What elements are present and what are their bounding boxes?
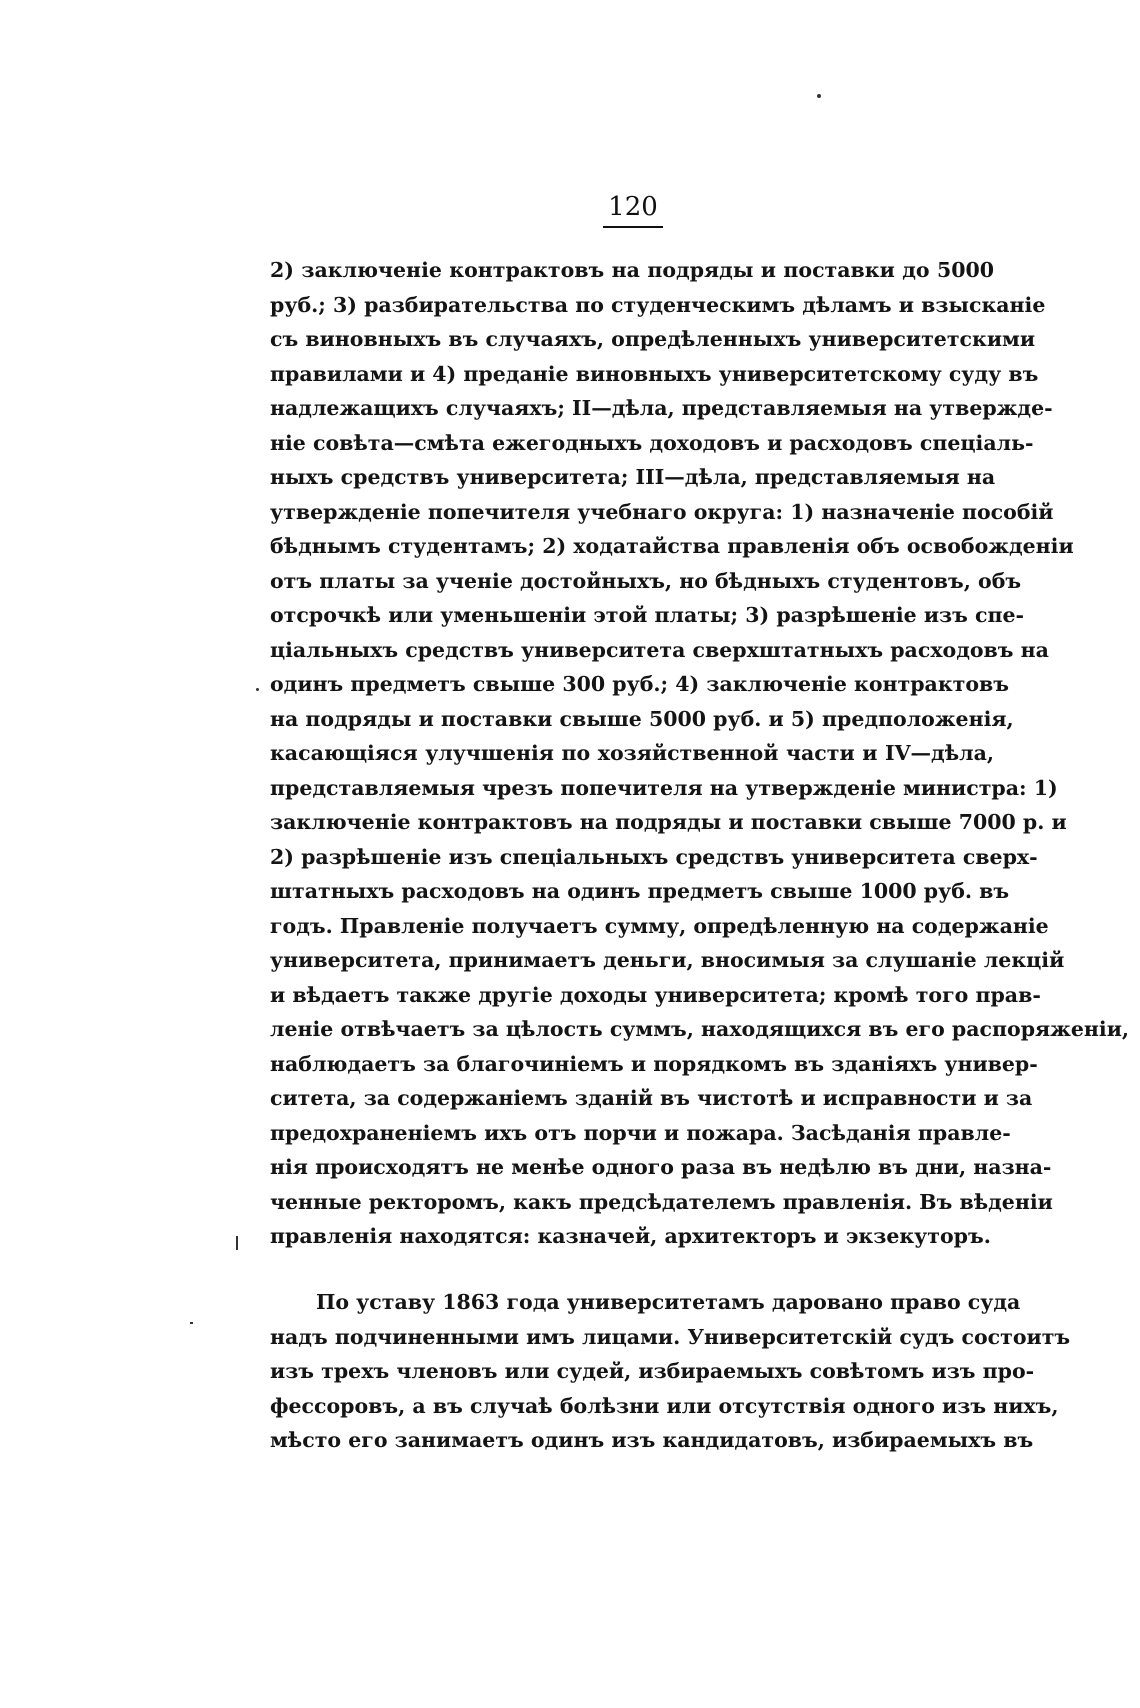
paragraph-2 — [270, 1285, 1071, 1458]
text-line: изъ трехъ членовъ или судей, избираемыхъ совѣтомъ изъ про- — [270, 1359, 1035, 1383]
text-line: предохраненіемъ ихъ отъ порчи и пожара. Засѣданія правле- — [270, 1120, 1011, 1145]
text-line: ныхъ средствъ университета; III—дѣла, представляемыя на — [270, 465, 996, 489]
text-line: ціальныхъ средствъ университета сверхштатныхъ расходовъ на — [270, 637, 1049, 662]
text-line: надлежащихъ случаяхъ; II—дѣла, представляемыя на утвержде- — [270, 396, 1053, 420]
text-line: леніе отвѣчаетъ за цѣлость суммъ, находящихся въ его распоряженіи, — [270, 1017, 1130, 1041]
text-line: отсрочкѣ или уменьшеніи этой платы; 3) разрѣшеніе изъ спе- — [270, 603, 1025, 627]
text-line: съ виновныхъ въ случаяхъ, опредѣленныхъ университетскими — [270, 327, 1036, 351]
text-line: 2) разрѣшеніе изъ спеціальныхъ средствъ университета сверх- — [270, 844, 1038, 869]
ink-speck — [190, 1322, 193, 1324]
text-line: мѣсто его занимаетъ одинъ изъ кандидатовъ, избираемыхъ въ — [270, 1428, 1034, 1452]
page-number: 120 — [603, 190, 663, 228]
text-line: правилами и 4) преданіе виновныхъ университетскому суду въ — [270, 361, 1039, 386]
text-line: представляемыя чрезъ попечителя на утвержденіе министра: 1) — [270, 775, 1058, 800]
text-line: бѣднымъ студентамъ; 2) ходатайства правленія объ освобожденіи — [270, 534, 1074, 558]
ink-speck — [817, 94, 821, 98]
text-line: ситета, за содержаніемъ зданій въ чистотѣ и исправности и за — [270, 1086, 1033, 1110]
text-line: заключеніе контрактовъ на подряды и поставки свыше 7000 р. и — [270, 810, 1067, 834]
text-line: отъ платы за ученіе достойныхъ, но бѣдныхъ студентовъ, объ — [270, 568, 1022, 593]
text-line: 2) заключеніе контрактовъ на подряды и поставки до 5000 — [270, 258, 994, 282]
text-line: наблюдаетъ за благочиніемъ и порядкомъ въ зданіяхъ универ- — [270, 1051, 1038, 1076]
ink-speck — [256, 688, 259, 691]
text-line: надъ подчиненными имъ лицами. Университетскій судъ состоитъ — [270, 1324, 1071, 1349]
ink-speck — [236, 1236, 238, 1250]
text-line: правленія находятся: казначей, архитекторъ и экзекуторъ. — [270, 1224, 991, 1248]
text-line: ніе совѣта—смѣта ежегодныхъ доходовъ и расходовъ спеціаль- — [270, 430, 1034, 455]
text-line: на подряды и поставки свыше 5000 руб. и 5) предположенія, — [270, 706, 1014, 731]
text-line: утвержденіе попечителя учебнаго округа: 1) назначеніе пособій — [270, 499, 1054, 524]
text-line: руб.; 3) разбирательства по студенческимъ дѣламъ и взысканіе — [270, 292, 1046, 317]
text-line: фессоровъ, а въ случаѣ болѣзни или отсутствія одного изъ нихъ, — [270, 1393, 1059, 1418]
text-line: нія происходятъ не менѣе одного раза въ недѣлю въ дни, назна- — [270, 1155, 1052, 1179]
text-line: и вѣдаетъ также другіе доходы университета; кромѣ того прав- — [270, 982, 1041, 1007]
paragraph-1 — [270, 253, 1130, 1254]
text-line: касающіяся улучшенія по хозяйственной части и IV—дѣла, — [270, 741, 994, 765]
text-line: штатныхъ расходовъ на одинъ предметъ свыше 1000 руб. въ — [270, 879, 1010, 903]
text-line: ченные ректоромъ, какъ предсѣдателемъ правленія. Въ вѣденіи — [270, 1189, 1053, 1214]
text-line: одинъ предметъ свыше 300 руб.; 4) заключеніе контрактовъ — [270, 672, 1009, 696]
text-line: годъ. Правленіе получаетъ сумму, опредѣленную на содержаніе — [270, 913, 1049, 938]
text-line: университета, принимаетъ деньги, вносимыя за слушаніе лекцій — [270, 948, 1065, 972]
text-line: По уставу 1863 года университетамъ даровано право суда — [316, 1290, 1021, 1314]
